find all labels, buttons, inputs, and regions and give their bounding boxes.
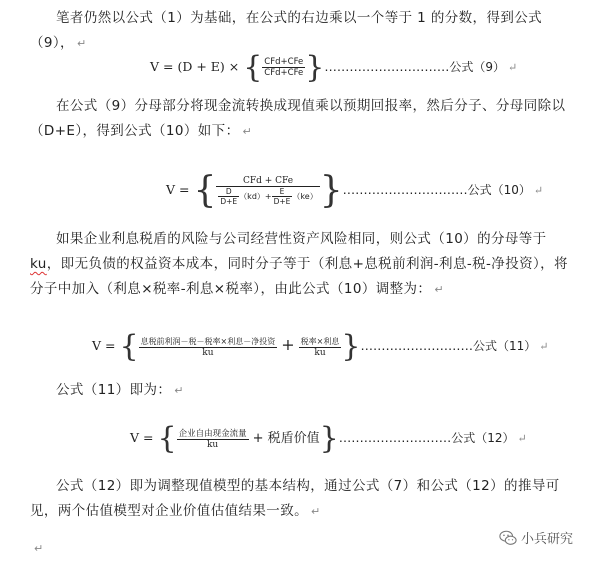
eq11-lhs: V =	[92, 338, 116, 353]
left-brace: {	[193, 170, 217, 211]
equation-11	[92, 329, 548, 364]
eq10-lhs: V =	[166, 182, 190, 197]
paragraph-2-text: 在公式（9）分母部分将现金流转换成现值乘以预期回报率，然后分子、分母同除以（D+E），得到公式（10）如下：	[30, 98, 566, 139]
paragraph-mark: ↵	[76, 37, 87, 50]
empty-paragraph	[30, 536, 578, 561]
watermark	[499, 528, 573, 547]
eq12-numerator: 企业自由现金流量	[178, 429, 247, 439]
eq12-fraction	[177, 427, 249, 450]
eq9-fraction	[262, 57, 305, 78]
paragraph-mark: ↵	[242, 125, 253, 138]
equation-10	[166, 170, 543, 211]
right-brace: }	[341, 329, 361, 364]
eq12-rhs: + 税盾价值	[252, 431, 320, 446]
paragraph-4	[30, 378, 578, 403]
paragraph-mark: ↵	[34, 542, 44, 555]
eq11-fraction-1	[139, 336, 278, 358]
eq12-dots: ………………………	[338, 430, 452, 445]
eq9-dots: …………………………	[324, 59, 450, 74]
eq9-denominator: CFd+CFe	[264, 68, 304, 78]
kd-text: （kd）+	[239, 191, 272, 201]
ku-text: ku	[30, 256, 47, 272]
eq11-denominator-2: ku	[314, 347, 326, 358]
paragraph-1	[30, 6, 578, 56]
eq9-label: 公式（9）	[449, 60, 505, 74]
ke-text: （ke）	[292, 191, 318, 201]
paragraph-mark: ↵	[311, 505, 321, 518]
d-text: D	[218, 187, 239, 197]
eq12-label: 公式（12）	[451, 431, 515, 445]
right-brace: }	[319, 421, 339, 456]
eq9-numerator: CFd+CFe	[264, 57, 304, 67]
left-brace: {	[243, 50, 263, 85]
de-text-2: D+E	[273, 196, 291, 206]
eq10-numerator: CFd + CFe	[216, 176, 319, 187]
paragraph-mark: ↵	[533, 184, 544, 197]
eq11-dots: ………………………	[360, 338, 473, 353]
paragraph-3-text-a: 如果企业利息税盾的风险与公司经营性资产风险相同，则公式（10）的分母等于	[56, 231, 547, 247]
paragraph-mark: ↵	[517, 432, 527, 445]
eq12-lhs: V =	[130, 430, 154, 445]
eq10-fraction	[216, 176, 319, 206]
paragraph-3	[30, 227, 578, 302]
paragraph-mark: ↵	[507, 61, 518, 74]
paragraph-mark: ↵	[174, 384, 184, 397]
de-text: D+E	[220, 196, 238, 206]
paragraph-4-text: 公式（11）即为：	[56, 382, 172, 398]
paragraph-5	[30, 474, 578, 524]
equation-12	[130, 421, 527, 456]
eq11-denominator-1: ku	[202, 347, 214, 358]
wechat-icon	[499, 529, 517, 547]
eq12-denominator: ku	[206, 440, 219, 450]
eq11-numerator-2: 税率×利息	[300, 336, 340, 346]
eq9-lhs: V = (D + E) ×	[150, 59, 240, 74]
eq11-numerator-1: 息税前利润－税－税率×利息－净投资	[140, 336, 276, 346]
eq10-label: 公式（10）	[467, 183, 531, 197]
paragraph-1-text: 笔者仍然以公式（1）为基础，在公式的右边乘以一个等于 1 的分数，得到公式（9），	[30, 10, 543, 51]
eq10-denominator	[216, 187, 319, 206]
right-brace: }	[319, 170, 343, 211]
eq11-label: 公式（11）	[472, 339, 537, 353]
e-over-de	[272, 187, 293, 206]
paragraph-mark: ↵	[539, 340, 549, 353]
paragraph-2	[30, 94, 578, 144]
eq10-dots: …………………………	[342, 182, 468, 197]
paragraph-mark: ↵	[434, 283, 444, 296]
left-brace: {	[157, 421, 177, 456]
equation-9	[150, 50, 517, 85]
paragraph-5-text: 公式（12）即为调整现值模型的基本结构，通过公式（7）和公式（12）的推导可见，两个估值模型对企业价值估值结果一致。	[30, 478, 560, 519]
e-text: E	[272, 187, 293, 197]
eq11-fraction-2	[299, 336, 342, 358]
watermark-text: 小兵研究	[520, 532, 573, 547]
paragraph-3-text-b: ，即无负债的权益资本成本，同时分子等于（利息+息税前利润-利息-税-净投资），将分子中加入（利息×税率-利息×税率），由此公式（10）调整为：	[30, 256, 568, 297]
d-over-de	[218, 187, 239, 206]
right-brace: }	[305, 50, 325, 85]
eq11-plus: +	[281, 335, 295, 354]
left-brace: {	[119, 329, 139, 364]
